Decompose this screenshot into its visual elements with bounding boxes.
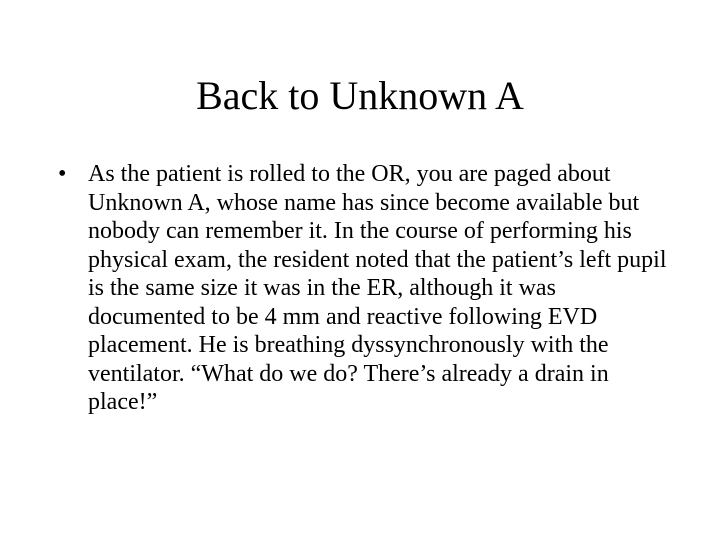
bullet-marker-icon: • (58, 161, 67, 187)
bullet-item (58, 160, 678, 417)
slide-title: Back to Unknown A (196, 73, 524, 118)
bullet-text: As the patient is rolled to the OR, you are paged about Unknown A, whose name has since become available but nobody can remember it. In the course of performing his physical exam, the resident noted that the patient’s left pupil is the same size it was in the ER, although it was documented to be 4 mm and reactive following EVD placement. He is breathing dyssynchronously with the ventilator. “What do we do? There’s already a drain in place!” (88, 161, 667, 415)
bullet-list (58, 160, 678, 417)
